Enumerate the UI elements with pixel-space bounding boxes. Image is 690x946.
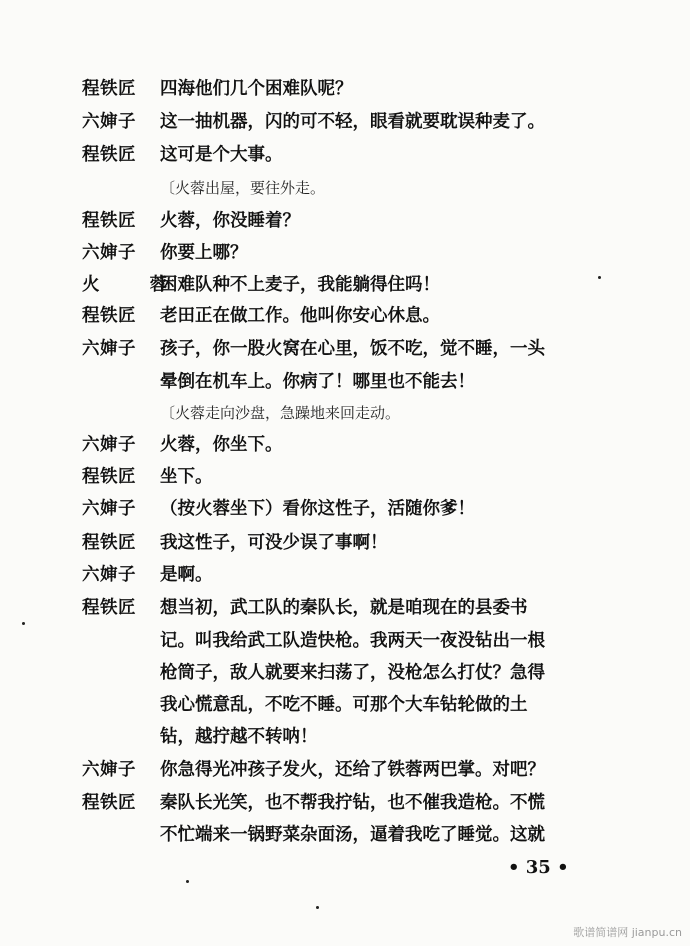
print-speck [316,906,319,909]
continuation-line [0,720,690,754]
dialogue-text: 这一抽机器，闪的可不轻，眼看就要耽误种麦了。 [160,112,545,132]
speaker-name: 程铁匠 [82,79,136,99]
dialogue-line [0,753,690,787]
stage-direction: 〔火蓉走向沙盘，急躁地来回走动。 [160,404,401,422]
dialogue-line [0,526,690,560]
dialogue-text: 坐下。 [160,467,213,487]
stage-direction-line [0,171,690,205]
dialogue-text: 你急得光冲孩子发火，还给了铁蓉两巴掌。对吧？ [160,760,545,780]
dialogue-text: 是啊。 [160,565,213,585]
dialogue-text: 秦队长光笑，也不帮我拧钻，也不催我造枪。不慌 [160,793,545,813]
dialogue-line [0,72,690,106]
dialogue-line [0,299,690,333]
dialogue-line [0,591,690,625]
dialogue-text: 四海他们几个困难队呢？ [160,79,353,99]
dialogue-text: 这可是个大事。 [160,145,283,165]
continuation-line [0,818,690,852]
stage-direction-line [0,396,690,430]
stage-direction: 〔火蓉出屋，要往外走。 [160,179,326,197]
dialogue-text: 困难队种不上麦子，我能躺得住吗！ [160,275,440,295]
speaker-name: 火 蓉 [82,275,190,295]
dialogue-text: 不忙端来一锅野菜杂面汤，逼着我吃了睡觉。这就 [160,825,545,845]
speaker-name: 六婶子 [82,339,136,359]
speaker-name: 程铁匠 [82,598,136,618]
print-speck [186,880,189,883]
dialogue-text: （按火蓉坐下）看你这性子，活随你爹！ [160,499,475,519]
speaker-name: 程铁匠 [82,467,136,487]
speaker-name: 程铁匠 [82,145,136,165]
speaker-name: 程铁匠 [82,306,136,326]
dialogue-text: 孩子，你一股火窝在心里，饭不吃，觉不睡，一头 [160,339,545,359]
watermark: 歌谱简谱网 jianpu.cn [573,926,682,939]
speaker-name: 六婶子 [82,499,136,519]
dialogue-text: 想当初，武工队的秦队长，就是咱现在的县委书 [160,598,528,618]
speaker-name: 六婶子 [82,112,136,132]
speaker-name: 六婶子 [82,565,136,585]
dialogue-line [0,492,690,526]
dialogue-text: 我心慌意乱，不吃不睡。可那个大车钻轮做的土 [160,695,528,715]
dialogue-line [0,460,690,494]
dialogue-text: 火蓉，你坐下。 [160,435,283,455]
dialogue-text: 火蓉，你没睡着？ [160,211,300,231]
print-speck [598,276,601,279]
page-number: • 35 • [508,857,569,878]
dialogue-text: 我这性子，可没少误了事啊！ [160,533,388,553]
continuation-line [0,656,690,690]
dialogue-text: 记。叫我给武工队造快枪。我两天一夜没钻出一根 [160,631,545,651]
speaker-name: 程铁匠 [82,533,136,553]
dialogue-text: 你要上哪？ [160,243,248,263]
dialogue-line [0,236,690,270]
dialogue-line [0,428,690,462]
dialogue-text: 老田正在做工作。他叫你安心休息。 [160,306,440,326]
dialogue-text: 枪筒子，敌人就要来扫荡了，没枪怎么打仗？急得 [160,663,545,683]
dialogue-line [0,268,690,302]
speaker-name: 六婶子 [82,760,136,780]
continuation-line [0,624,690,658]
dialogue-line [0,138,690,172]
continuation-line [0,688,690,722]
dialogue-line [0,204,690,238]
print-speck [22,622,25,625]
speaker-name: 六婶子 [82,243,136,263]
dialogue-line [0,332,690,366]
speaker-name: 程铁匠 [82,211,136,231]
speaker-name: 六婶子 [82,435,136,455]
continuation-line [0,365,690,399]
dialogue-line [0,105,690,139]
dialogue-line [0,786,690,820]
dialogue-text: 晕倒在机车上。你病了！哪里也不能去！ [160,372,475,392]
dialogue-text: 钻，越拧越不转呐！ [160,727,318,747]
speaker-name: 程铁匠 [82,793,136,813]
dialogue-line [0,558,690,592]
